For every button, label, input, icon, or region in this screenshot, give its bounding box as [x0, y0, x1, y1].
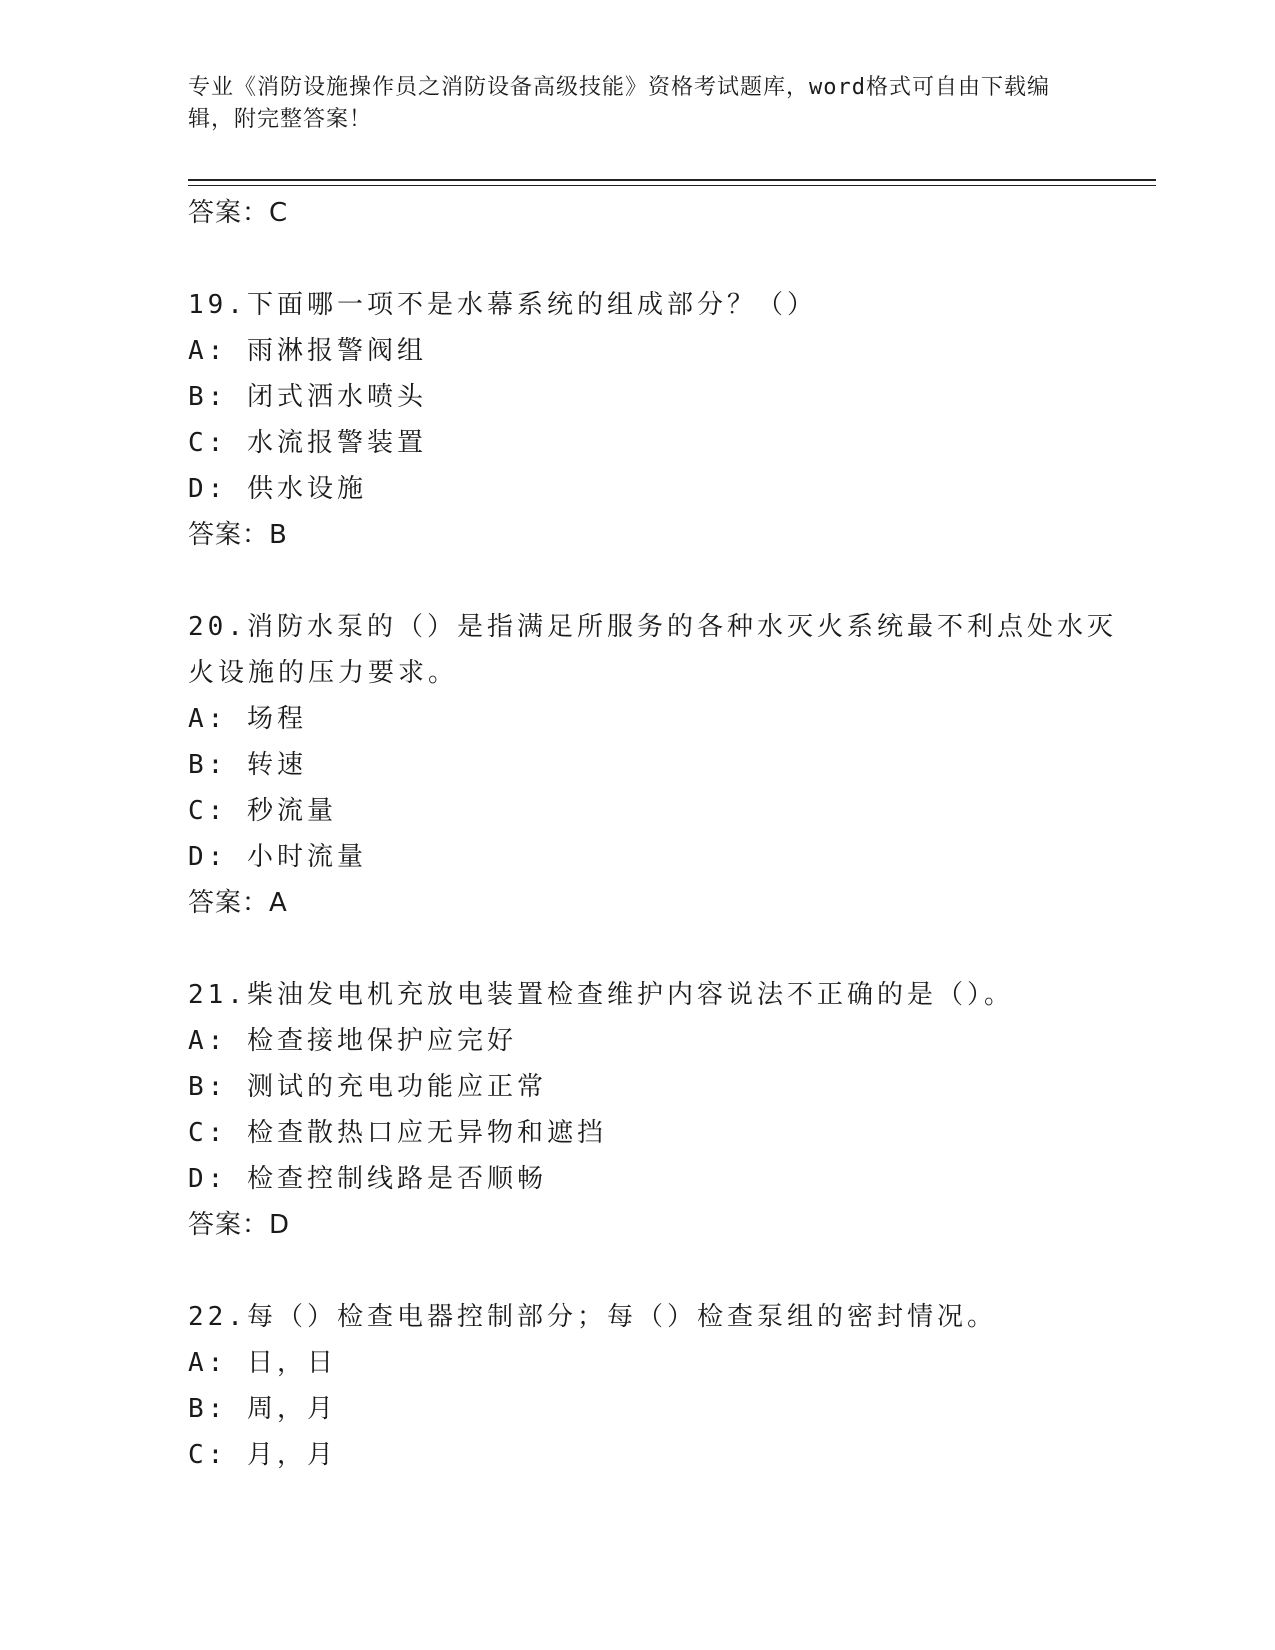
question-22 [188, 1294, 1118, 1478]
option-c: C: 检查散热口应无异物和遮挡 [188, 1118, 607, 1148]
question-20 [188, 604, 1118, 926]
option-c: C: 月，月 [188, 1440, 337, 1470]
question-stem: 19.下面哪一项不是水幕系统的组成部分？（） [188, 290, 817, 320]
option-b: B: 闭式洒水喷头 [188, 382, 427, 412]
option-a: A: 场程 [188, 704, 307, 734]
option-c: C: 水流报警装置 [188, 428, 427, 458]
question-stem: 21.柴油发电机充放电装置检查维护内容说法不正确的是（）。 [188, 980, 1014, 1010]
answer-label: 答案：C [188, 198, 289, 228]
question-19 [188, 282, 1118, 558]
option-a: A: 检查接地保护应完好 [188, 1026, 517, 1056]
question-stem: 20.消防水泵的（）是指满足所服务的各种水灭火系统最不利点处水灭火设施的压力要求。 [188, 612, 1117, 688]
option-a: A: 雨淋报警阀组 [188, 336, 427, 366]
answer-label: 答案：A [188, 888, 288, 918]
answer-label: 答案：B [188, 520, 288, 550]
option-b: B: 测试的充电功能应正常 [188, 1072, 547, 1102]
header-divider [188, 179, 1156, 181]
option-c: C: 秒流量 [188, 796, 337, 826]
option-d: D: 检查控制线路是否顺畅 [188, 1164, 547, 1194]
option-b: B: 转速 [188, 750, 307, 780]
answer-label: 答案：D [188, 1210, 291, 1240]
question-list [188, 190, 1118, 1478]
document-header: 专业《消防设施操作员之消防设备高级技能》资格考试题库，word格式可自由下载编辑，附完整答案！ [188, 75, 1050, 132]
option-d: D: 供水设施 [188, 474, 367, 504]
option-b: B: 周，月 [188, 1394, 337, 1424]
option-d: D: 小时流量 [188, 842, 367, 872]
question-stem: 22.每（）检查电器控制部分；每（）检查泵组的密封情况。 [188, 1302, 997, 1332]
header-divider-thin [188, 185, 1156, 186]
question-21 [188, 972, 1118, 1248]
option-a: A: 日，日 [188, 1348, 337, 1378]
